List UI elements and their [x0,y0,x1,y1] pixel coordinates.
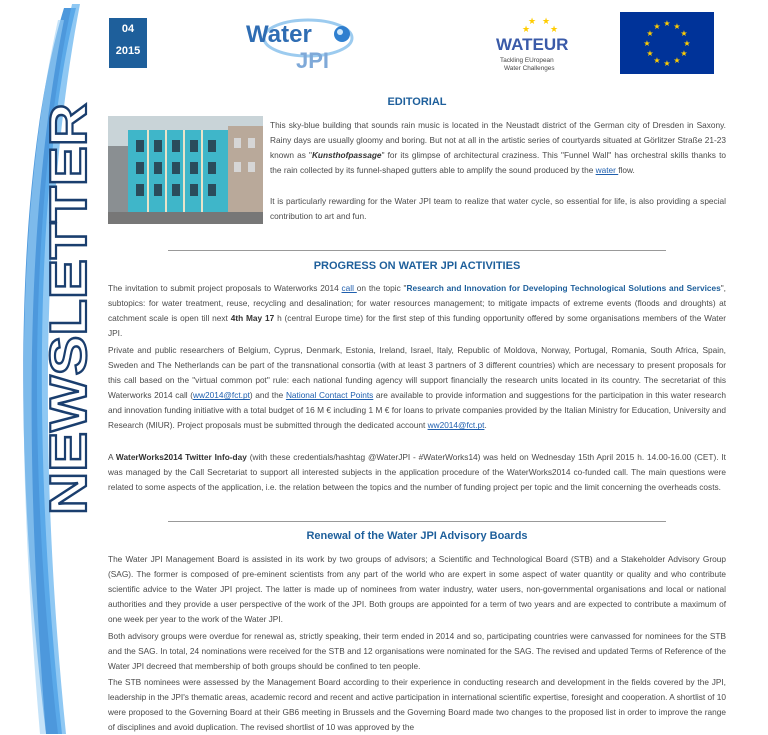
twitter-infoday-text: WaterWorks2014 Twitter Info-day [115,452,247,462]
svg-text:★: ★ [550,25,559,35]
svg-text:★: ★ [653,22,661,31]
issue-date-badge [109,18,147,68]
section-divider [168,250,666,251]
editorial-paragraph-2: It is particularly rewarding for the Water JPI team to realize that water cycle, so essential for life, is also providing a special contribution to art and fun. [270,196,726,222]
svg-text:★: ★ [663,19,671,28]
wateur-tagline-1: Tackling EUropean [500,57,554,64]
jpi-logo-word: JPI [296,48,330,72]
progress-text: on the topic " [356,283,407,293]
svg-text:★: ★ [673,22,681,31]
advisory-paragraph-2: Both advisory groups were overdue for renewal as, strictly speaking, their term ended in 2014 and so, participating countries were canvassed for nominees for the STB and the SAG. In total, 24 nominations were received for the STB and 12 organisations were nominated for the SAG. The revised and updated Terms of Reference of the Water JPI decreed that membership of both groups should be confined to ten people. [108,631,726,672]
editorial-text: flow. [618,165,635,176]
editorial-paragraph-1 [270,118,726,178]
water-jpi-logo[interactable] [238,12,354,72]
svg-text:★: ★ [663,59,671,68]
wateur-logo-word: WATEUR [496,35,569,54]
svg-text:★: ★ [646,29,654,38]
svg-text:★: ★ [680,49,688,58]
advisory-paragraph-3: The STB nominees were assessed by the Management Board according to their experience in conducting research and development in the fields covered by the JPI, leadership in the JPI's thematic areas, academic record and recent and active participation in international scientific expertise, foresight and cooperation. A shortlist of 10 were proposed to the Governing Board at their GB6 meeting in Brussels and the Governing Board made two changes to the proposed list in order to improve the range of disciplines and avoid duplication. The revised shortlist of 10 was approved by the [108,677,726,733]
newsletter-title: NEWSLETTER [40,156,98,515]
svg-text:★: ★ [542,17,551,27]
progress-text: ) and the [249,390,286,401]
progress-paragraph-2 [108,343,726,434]
call-topic-text: Research and Innovation for Developing Technological Solutions and Services [406,283,721,293]
progress-text: A [108,452,116,462]
progress-paragraph-3 [108,450,726,495]
advisory-paragraph-1: The Water JPI Management Board is assisted in its work by two groups of advisors; a Scientific and Technological Board (STB) and a Stakeholder Advisory Group (SAG). The former is composed of pre-eminent scientists from any part of the world who are expert in some aspect of water quantity or quality and who contribute scientific advice to the Water JPI project. The latter is made up of nominees from water industry, water users, non-governmental organisations and local or national authorities and they provide a user perspective of the work of the JPI. Both groups are appointed for a term of two years and are expected to contribute a maximum of one week per year to the work of the Water JPI. [108,554,726,625]
wateur-logo[interactable] [494,14,584,74]
svg-text:★: ★ [673,56,681,65]
progress-text: Private and public researchers of Belgium, Cyprus, Denmark, Estonia, Ireland, Israel, Italy, Republic of Moldova, Norway, Portugal, Romania, South Africa, Spain, Sweden and The Netherlands can be part of the transnational consortia (with at least 3 partners of 3 different countries) which are necessary to present proposals for this call based on the "virtual common pot" rule: each national funding agency will support financially the research units located in its country. The secretariat of this Waterworks 2014 call ( [108,345,726,401]
svg-text:★: ★ [643,39,651,48]
water-logo-word: Water [246,21,312,48]
email-link-2[interactable]: ww2014@fct.pt [427,420,485,431]
issue-year: 2015 [115,45,141,57]
editorial-text: This sky-blue building that sounds rain music is located in the Neustadt district of the German city of Dresden in Saxony. Rainy days are usually gloomy and boring. But not at all in the artistic series of courtyards situated at Görlitzer Straße 21-23 known as " [270,120,726,161]
svg-text:★: ★ [528,17,537,27]
svg-text:★: ★ [653,56,661,65]
svg-text:★: ★ [683,39,691,48]
svg-text:★: ★ [646,49,654,58]
kunsthofpassage-text: Kunsthofpassage [311,150,382,161]
advisory-heading: Renewal of the Water JPI Advisory Boards [306,530,528,542]
call-link[interactable]: call [341,283,357,293]
email-link-1[interactable]: ww2014@fct.pt [193,390,250,401]
editorial-heading: EDITORIAL [387,96,447,108]
deadline-text: 4th May 17 [230,313,275,324]
eu-flag [620,12,714,74]
progress-text: (with these credentials/hashtag @WaterJPI - #WaterWorks14) was held on Wednesday 15th April 2015 h. 14.00-16.00 (CET). It was managed by the Call Secretariat to support all interested subjects in the application procedure of the WaterWorks2014 co-funded call. The main questions were related to some aspects of the application, i.e. the relation between the topics and the number of funding project per topic and the limit concerning the overheads costs. [108,452,726,493]
building-photo [108,116,263,224]
section-divider [168,521,666,522]
water-link[interactable]: water [595,165,619,176]
wateur-tagline-2: Water Challenges [504,65,555,72]
progress-text: The invitation to submit project proposals to Waterworks 2014 [108,283,342,293]
progress-text: are available to provide information and suggestions for the participation in this water research and innovation funding initiative with a total budget of 16 M € including 1 M € for loans to private companies provided by the Italian Ministry for Education, University and Research (MIUR). Project proposals must be submitted through the dedicated account [108,390,727,431]
progress-text: ", subtopics: for water treatment, reuse, recycling and desalination; for water resources management; to mitigate impacts of extreme events (floods and droughts) at catchment scale is open till next [108,283,726,324]
progress-text: . [484,420,487,431]
svg-text:★: ★ [680,29,688,38]
svg-text:★: ★ [522,25,531,35]
issue-month: 04 [121,23,135,35]
editorial-text: " for its glimpse of architectural craziness. This "Funnel Wall" has orchestral skills thanks to the rain collected by its funnel-shaped gutters able to amplify the sound produced by the [270,150,726,176]
newsletter-sidebar [0,0,100,734]
progress-paragraph-1 [108,281,726,341]
national-contact-points-link[interactable]: National Contact Points [285,390,374,401]
progress-text: h (central Europe time) for the first step of this funding opportunity offered by some organisations members of the Water JPI. [108,313,726,339]
progress-heading: PROGRESS ON WATER JPI ACTIVITIES [313,260,521,272]
